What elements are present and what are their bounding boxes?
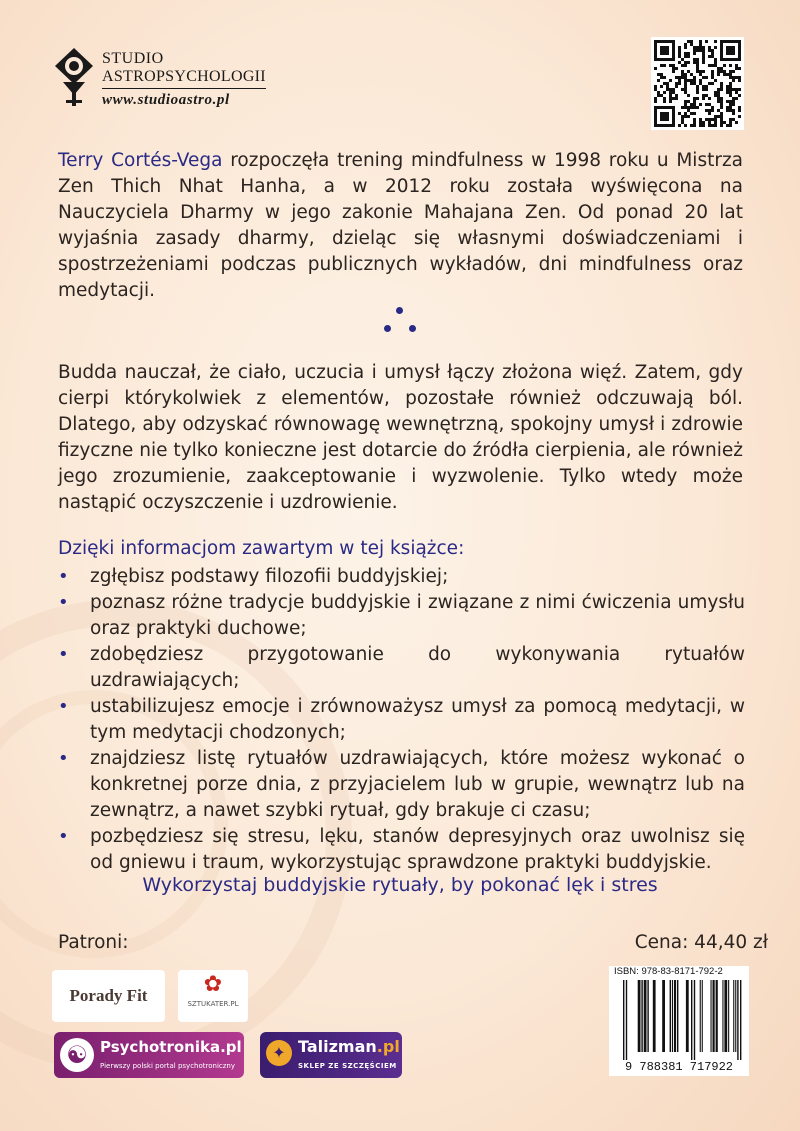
patrons-label: Patroni: (58, 932, 129, 953)
benefits-list (58, 564, 745, 876)
barcode-digits: 9 788381 717922 (624, 1060, 734, 1074)
price-label: Cena: 44,40 zł (634, 932, 768, 953)
talizman-tagline: SKLEP ZE SZCZĘŚCIEM (298, 1062, 397, 1070)
publisher-name (102, 50, 266, 109)
psychotronika-name: Psychotronika.pl (100, 1038, 242, 1056)
sztukater-label: SZTUKATER.PL (187, 1000, 239, 1008)
talizman-icon: ✦ (266, 1040, 292, 1066)
isbn-label: ISBN: 978-83-8171-792-2 (614, 966, 723, 977)
list-item: • pozbędziesz się stresu, lęku, stanów depresyjnych oraz uwolnisz się od gniewu i traum, wykorzystując sprawdzone praktyki buddyjskie. (58, 824, 745, 876)
description-paragraph: Budda nauczał, że ciało, uczucia i umysł łączy złożona więź. Zatem, gdy cierpi którykolwiek z elementów, pozostałe również odczuwają ból. Dlatego, aby odzyskać równowagę wewnętrzną, spokojny umysł i zdrowie fizyczne nie tylko konieczne jest dotarcie do źródła cierpienia, ale również jego zrozumienie, zaakceptowanie i wyzwolenie. Tylko wtedy może nastąpić oczyszczenie i uzdrowienie. (58, 362, 743, 513)
sztukater-logo[interactable] (178, 970, 248, 1022)
tagline: Wykorzystaj buddyjskie rytuały, by pokonać lęk i stres (142, 874, 658, 896)
list-item: • zgłębisz podstawy filozofii buddyjskiej; (58, 564, 745, 590)
psychotronika-logo[interactable] (54, 1032, 244, 1078)
author-name: Terry Cortés-Vega (58, 150, 223, 171)
talizman-name: Talizman.pl (298, 1037, 400, 1056)
author-bio: rozpoczęła trening mindfulness w 1998 roku u Mistrza Zen Thich Nhat Hanha, a w 2012 roku została wyświęcona na Nauczyciela Dharmy w jego zakonie Mahajana Zen. Od ponad 20 lat wyjaśnia zasady dharmy, dzieląc się własnymi doświadczeniami i spostrzeżeniami podczas publicznych wykładów, dni mindfulness oraz medytacji. (58, 150, 743, 301)
psychotronika-tagline: Pierwszy polski portal psychotroniczny (100, 1062, 235, 1070)
yin-yang-icon: ☯ (60, 1038, 94, 1072)
author-paragraph (58, 148, 743, 304)
porady-fit-logo[interactable]: Porady Fit (52, 970, 165, 1022)
publisher-line-2: ASTROPSYCHOLOGII (102, 68, 266, 89)
isbn-barcode (609, 966, 749, 1076)
publisher-website[interactable]: www.studioastro.pl (102, 92, 230, 108)
benefits-heading: Dzięki informacjom zawartym w tej książce: (58, 538, 465, 559)
publisher-logo-icon (55, 48, 93, 110)
talizman-logo[interactable] (260, 1032, 402, 1078)
list-item: • znajdziesz listę rytuałów uzdrawiających, które możesz wykonać o konkretnej porze dnia, z przyjacielem lub w grupie, wewnątrz lub na zewnątrz, a nawet szybki rytuał, gdy brakuje ci czasu; (58, 746, 745, 824)
list-item: • ustabilizujesz emocje i zrównoważysz umysł za pomocą medytacji, w tym medytacji chodzonych; (58, 694, 745, 746)
list-item: • zdobędziesz przygotowanie do wykonywania rytuałów uzdrawiających; (58, 642, 745, 694)
section-divider-icon (378, 300, 428, 340)
sztukater-icon: ✿ (203, 972, 223, 997)
publisher-line-1: STUDIO (102, 50, 164, 67)
qr-code-icon (651, 37, 744, 130)
list-item: • poznasz różne tradycje buddyjskie i związane z nimi ćwiczenia umysłu oraz praktyki duchowe; (58, 590, 745, 642)
